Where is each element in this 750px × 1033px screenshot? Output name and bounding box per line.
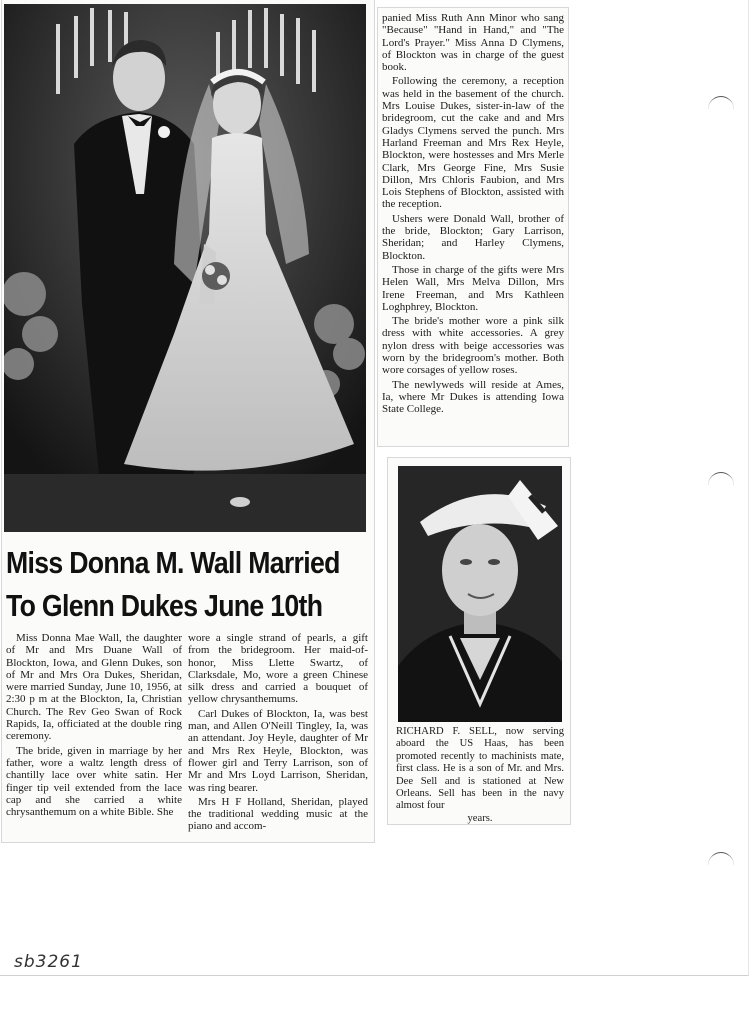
wedding-photo [4,4,366,532]
handwritten-reference-number: sb3261 [14,952,83,972]
sailor-clipping [388,458,570,824]
article-paragraph: The bride, given in marriage by her father, wore a waltz length dress of chantilly lace over white satin. Her finger tip veil extended from the lace cap and she carried a white chrysanthemum on a white Bible. She [6,744,182,819]
caption-text: RICHARD F. SELL, now serving aboard the US Haas, has been promoted recently to machinists mate, first class. He is a son of Mr. and Mrs. Dee Sell and is stationed at New Orleans. Sell has been in the navy almost four [396,726,564,812]
article-paragraph: wore a single strand of pearls, a gift from the bridegroom. Her maid-of-honor, Miss Llette Swartz, of Clarksdale, Mo, wore a green Chinese silk dress and carried a bouquet of yellow chrysanthemums. [188,632,368,706]
article-column-3 [382,12,564,418]
caption-text-last: years. [467,812,493,824]
article-paragraph: The bride's mother wore a pink silk dress with white accessories. A grey nylon dress with beige accessories was worn by the bridegroom's mother. Both wore corsages of yellow roses. [382,315,564,377]
article-paragraph: Miss Donna Mae Wall, the daughter of Mr and Mrs Duane Wall of Blockton, Iowa, and Glenn Dukes, son of Mr and Mrs Ora Dukes, Sheridan, were married Sunday, June 10, 1956, at 2:30 p m at the Blockton, Ia, Christian Church. The Rev Geo Swan of Rock Rapids, Ia, officiated at the double ring ceremony. [6,632,182,743]
sailor-portrait-photo [398,466,562,722]
binder-hole-icon [708,472,734,499]
article-paragraph: The newlyweds will reside at Ames, Ia, where Mr Dukes is attending Iowa State College. [382,378,564,416]
article-paragraph: Ushers were Donald Wall, brother of the bride, Blockton; Gary Larrison, Sheridan; and Harley Clymens, Blockton. [382,212,564,262]
article-paragraph: Following the ceremony, a reception was held in the basement of the church. Mrs Louise Dukes, sister-in-law of the bridegroom, cut the cake and and Mrs Gladys Clymens served the punch. Mrs Harland Freeman and Mrs Rex Heyle, Blockton, were hostesses and Mrs Merle Clark, Mrs George Fine, Mrs Susie Dillon, Mrs Chloris Faubion, and Mrs Lois Stephens of Blockton, assisted with the reception. [382,75,564,211]
wedding-article-clipping [2,0,374,842]
article-paragraph: Those in charge of the gifts were Mrs Helen Wall, Mrs Melva Dillon, Mrs Irene Freeman, and Mrs Kathleen Loghphrey, Blockton. [382,263,564,313]
headline-line-2: To Glenn Dukes June 10th [6,588,323,623]
binder-hole-icon [708,96,734,123]
article-column-2 [188,632,368,835]
article-column-1 [6,632,182,820]
article-paragraph: Carl Dukes of Blockton, Ia, was best man, and Allen O'Neill Tingley, Ia, was an attendant. Joy Heyle, daughter of Mr and Mrs Rex Heyle, Blockton, was flower girl and Terry Larrison, son of Mr and Mrs Loyd Larrison, Sheridan, was ring bearer. [188,707,368,794]
headline-line-1: Miss Donna M. Wall Married [6,545,340,580]
article-paragraph: Mrs H F Holland, Sheridan, played the traditional wedding music at the piano and accom- [188,795,368,833]
article-paragraph: panied Miss Ruth Ann Minor who sang "Because" "Hand in Hand," and "The Lord's Prayer." Miss Anna D Clymens, of Blockton was in charge of the guest book. [382,12,564,74]
binder-hole-icon [708,852,734,879]
article-continuation-clipping [378,8,568,446]
sailor-caption [396,726,564,825]
